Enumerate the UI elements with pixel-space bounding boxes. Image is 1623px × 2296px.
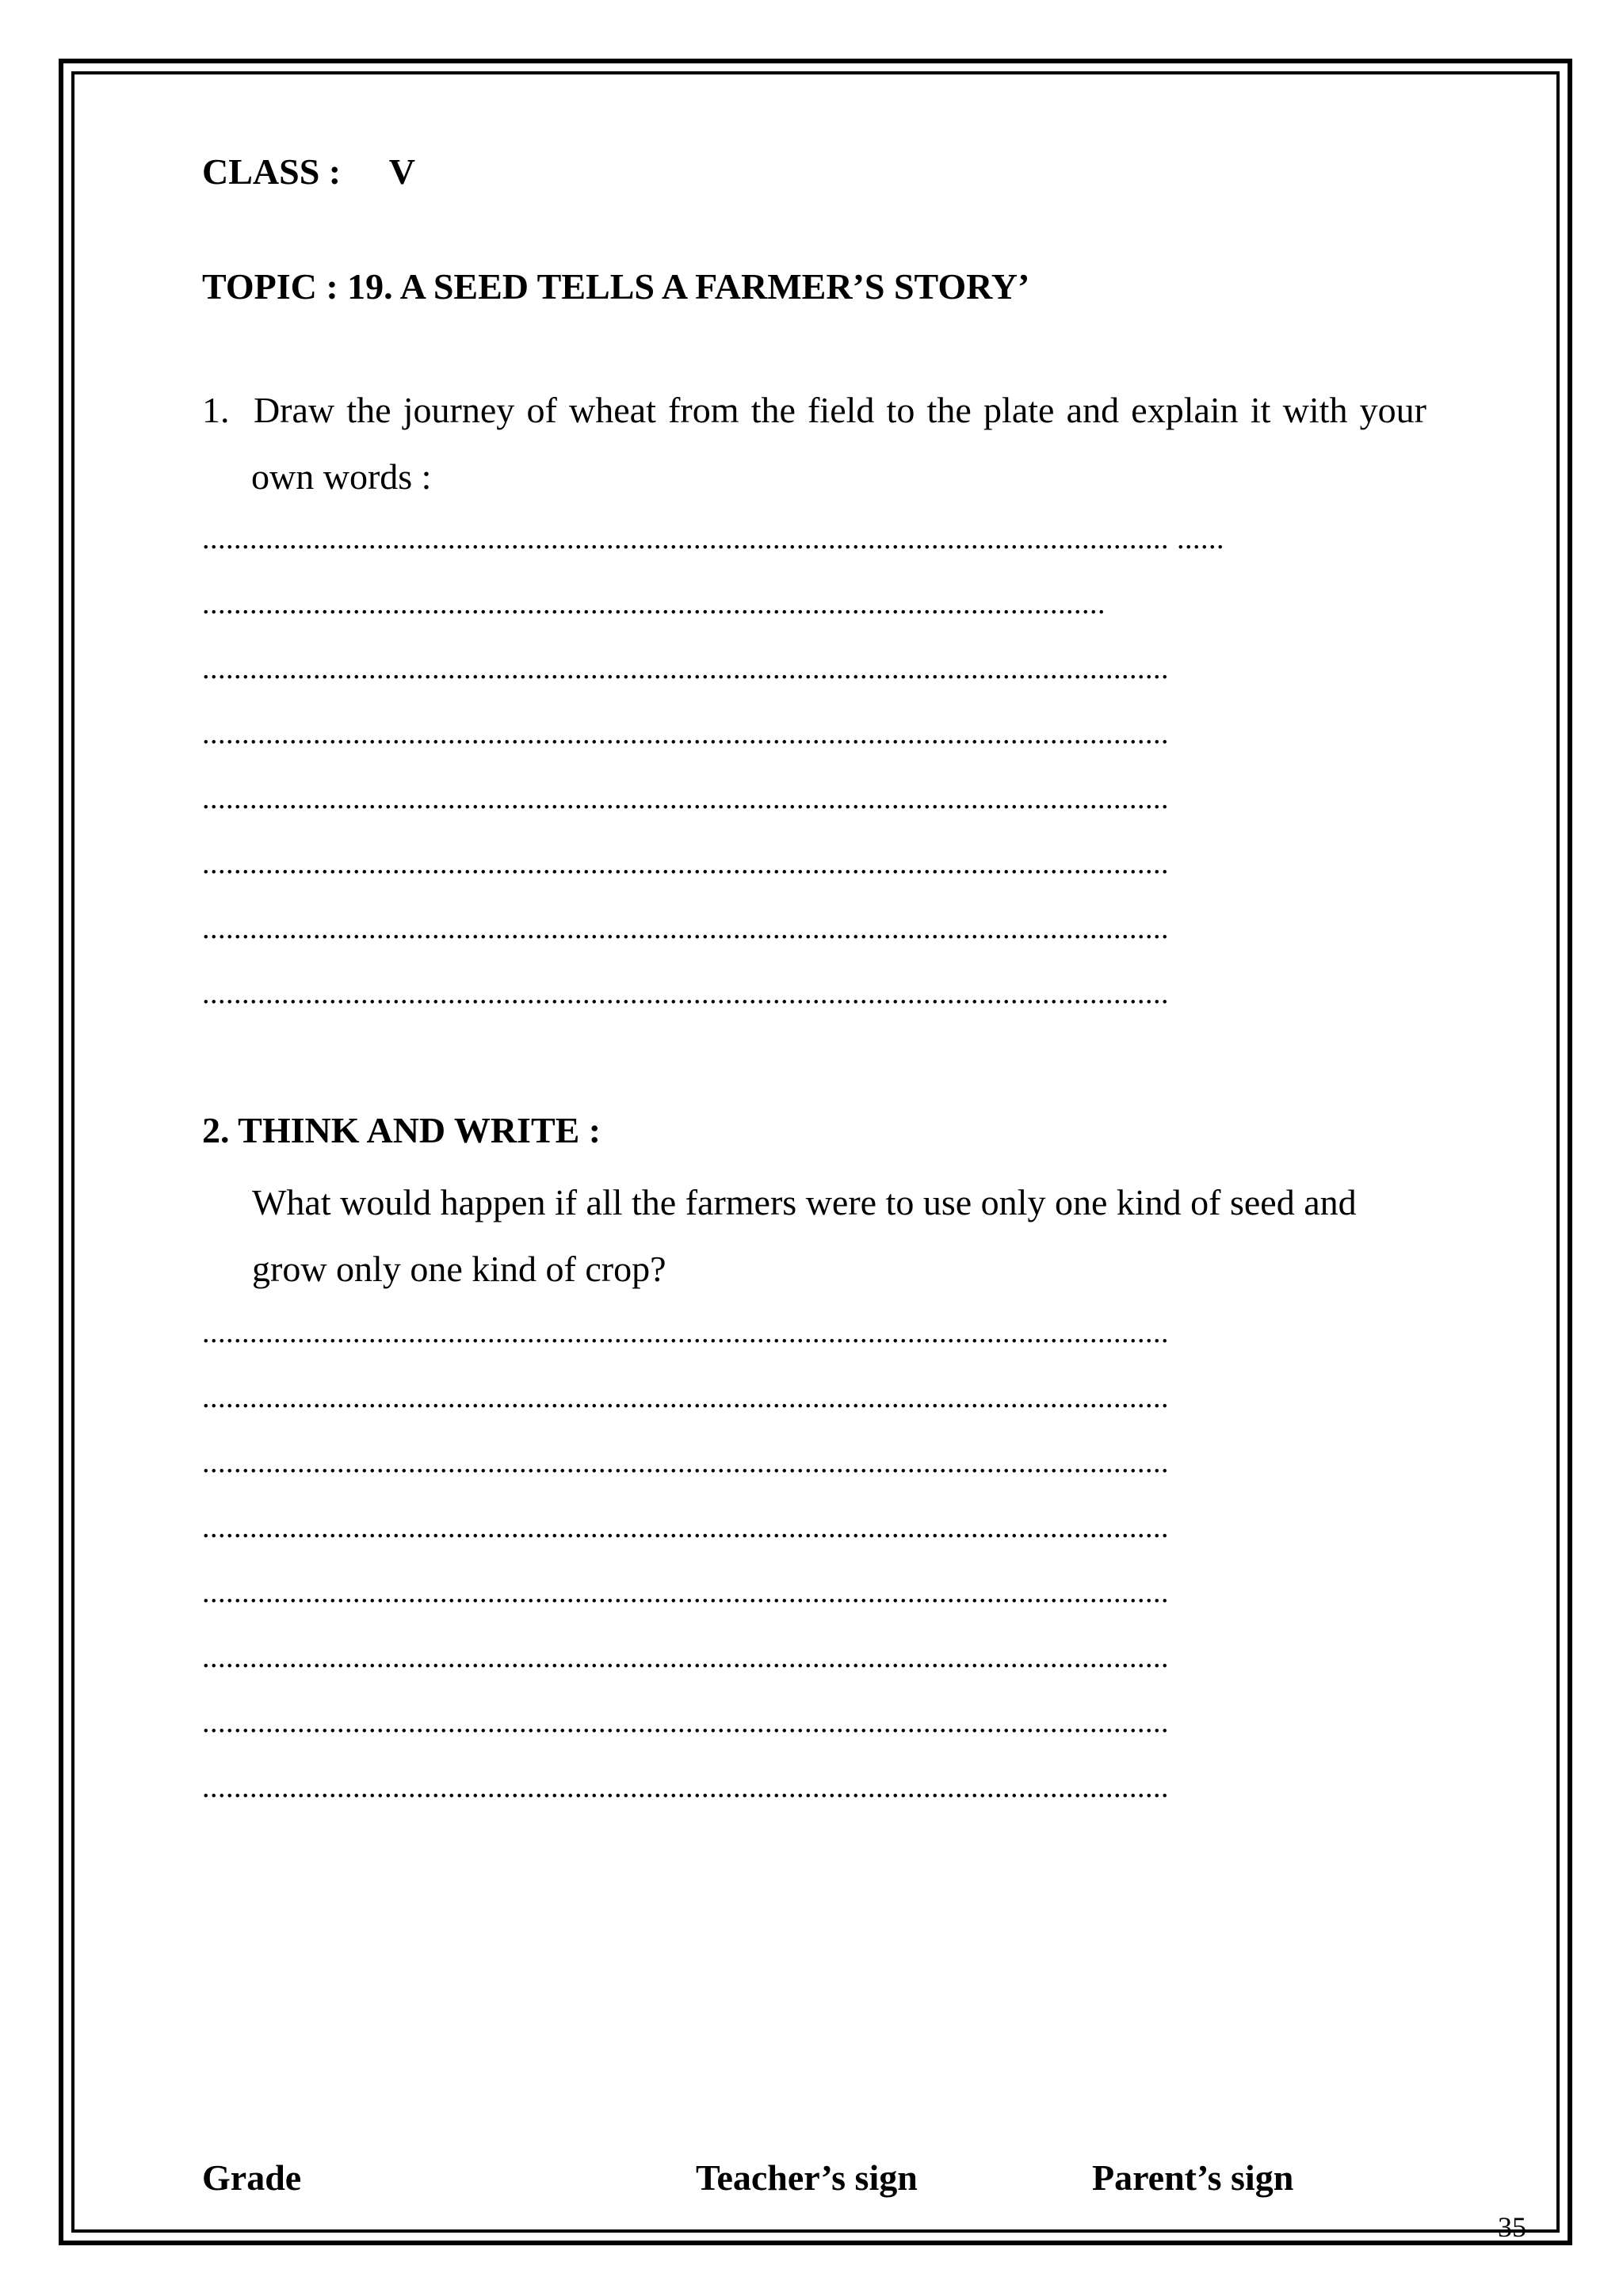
question-2-heading: 2. THINK AND WRITE : [202,1110,601,1150]
answer-line[interactable]: .......................................................................................................................... [202,977,1169,1010]
class-label: CLASS [202,151,320,192]
answer-line[interactable]: .......................................................................................................................... [202,1641,1169,1674]
answer-line[interactable]: .......................................................................................................................... [202,1771,1169,1804]
question-2-text: What would happen if all the farmers were to use only one kind of seed and grow only one kind of crop? [252,1182,1357,1289]
answer-line[interactable]: .......................................................................................................................... [202,1706,1169,1739]
class-heading [202,151,415,193]
answer-line[interactable]: .......................................................................................................................... [202,1576,1169,1609]
answer-line[interactable]: .................................................................................................................. [202,587,1106,620]
question-1-number: 1. [202,390,230,430]
answer-line[interactable]: .......................................................................................................................... [202,912,1169,945]
answer-line[interactable]: .......................................................................................................................... [202,652,1169,685]
answer-line[interactable]: .......................................................................................................................... [202,717,1169,750]
question-1-text: Draw the journey of wheat from the field to the plate and explain it with your own words : [251,390,1426,497]
page-number: 35 [1498,2211,1526,2243]
answer-line[interactable]: .......................................................................................................................... [202,1316,1169,1349]
answer-line[interactable]: .......................................................................................................................... [202,1446,1169,1479]
answer-line[interactable]: .......................................................................................................................... [202,847,1169,880]
answer-line[interactable]: .......................................................................................................................... [202,1511,1169,1544]
answer-line[interactable]: .......................................................................................................................... [202,1381,1169,1414]
question-1-body [202,377,1426,510]
class-value: V [388,151,416,192]
class-separator: : [328,151,342,192]
parent-sign-label: Parent’s sign [1092,2157,1294,2198]
teacher-sign-label: Teacher’s sign [696,2157,918,2198]
answer-line[interactable]: .......................................................................................................................... [202,782,1169,815]
answer-line[interactable]: .......................................................................................................................... ...... [202,522,1224,555]
grade-label: Grade [202,2157,302,2198]
question-1 [202,377,1426,510]
topic-heading: TOPIC : 19. A SEED TELLS A FARMER’S STORY’ [202,266,1030,307]
